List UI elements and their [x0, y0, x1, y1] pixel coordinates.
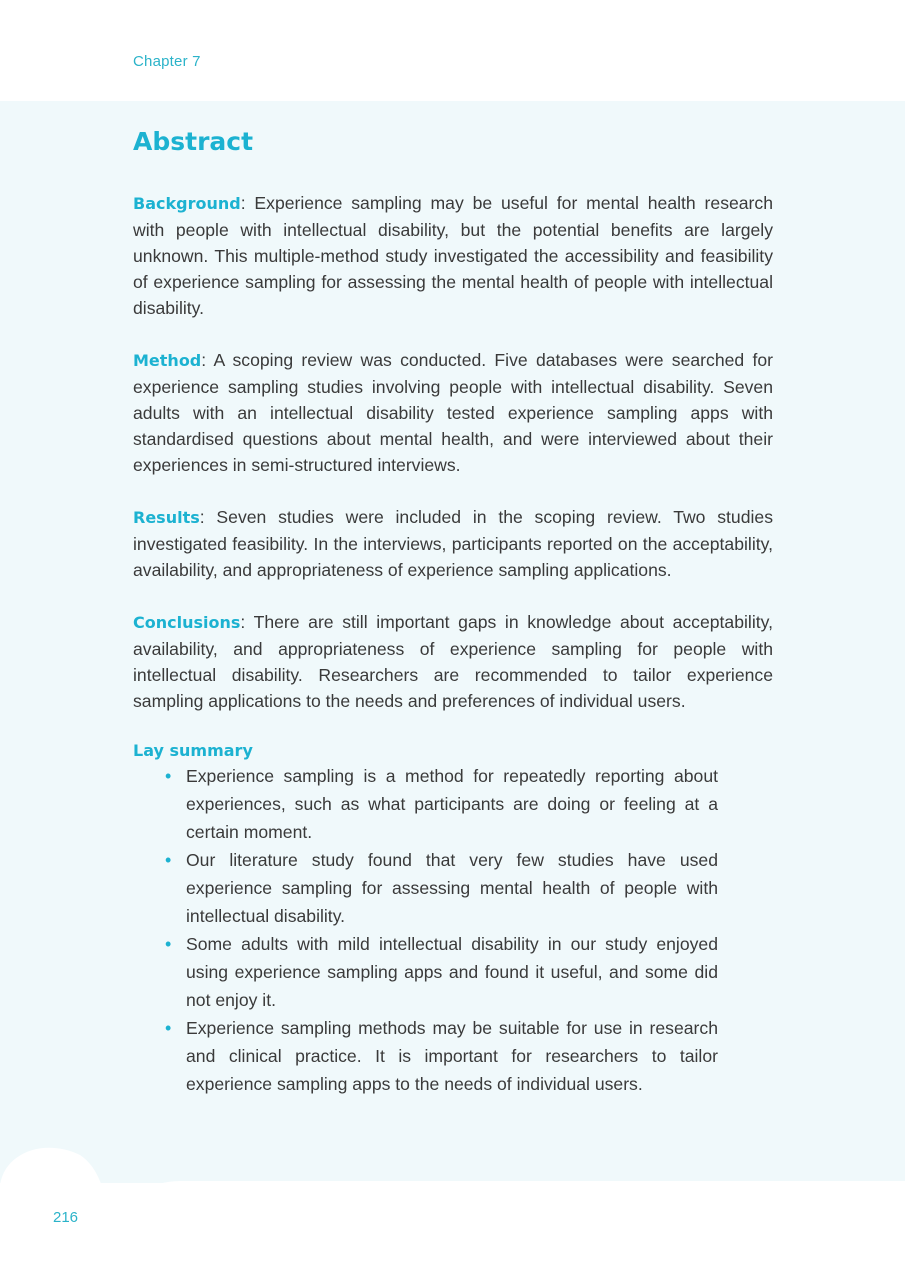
method-section — [133, 347, 773, 478]
list-item-text: Some adults with mild intellectual disability in our study enjoyed using experience sampling apps and found it useful, and some did not enjoy it. — [186, 934, 718, 1010]
list-item — [165, 846, 718, 930]
conclusions-text: : There are still important gaps in knowledge about acceptability, availability, and appropriateness of experience sampling for people with intellectual disability. Researchers are recommended to tailor experience sampling applications to the needs and preferences of individual users. — [133, 612, 773, 711]
abstract-content — [133, 124, 773, 1098]
list-item — [165, 1014, 718, 1098]
list-item-text: Our literature study found that very few studies have used experience sampling for assessing mental health of people with intellectual disability. — [186, 850, 718, 926]
bullet-icon: • — [165, 766, 172, 786]
bullet-icon: • — [165, 850, 172, 870]
results-section — [133, 504, 773, 583]
background-label: Background — [133, 194, 241, 213]
chapter-label: Chapter 7 — [133, 53, 201, 70]
list-item-text: Experience sampling is a method for repeatedly reporting about experiences, such as what participants are doing or feeling at a certain moment. — [186, 766, 718, 842]
lay-summary-list — [133, 762, 718, 1098]
list-item — [165, 762, 718, 846]
list-item — [165, 930, 718, 1014]
bullet-icon: • — [165, 934, 172, 954]
lay-summary-title: Lay summary — [133, 741, 253, 760]
background-section — [133, 190, 773, 321]
background-text: : Experience sampling may be useful for mental health research with people with intellectual disability, but the potential benefits are largely unknown. This multiple-method study investigated the accessibility and feasibility of experience sampling for assessing the mental health of people with intellectual disability. — [133, 193, 773, 318]
abstract-title: Abstract — [133, 127, 254, 156]
method-text: : A scoping review was conducted. Five databases were searched for experience sampling studies involving people with intellectual disability. Seven adults with an intellectual disability tested experience sampling apps with standardised questions about mental health, and were interviewed about their experiences in semi-structured interviews. — [133, 350, 773, 475]
conclusions-section — [133, 609, 773, 714]
list-item-text: Experience sampling methods may be suitable for use in research and clinical practice. It is important for researchers to tailor experience sampling apps to the needs of individual users. — [186, 1018, 718, 1094]
conclusions-label: Conclusions — [133, 613, 241, 632]
bullet-icon: • — [165, 1018, 172, 1038]
page-number: 216 — [53, 1209, 79, 1226]
results-label: Results — [133, 508, 200, 527]
method-label: Method — [133, 351, 202, 370]
results-text: : Seven studies were included in the scoping review. Two studies investigated feasibility. In the interviews, participants reported on the acceptability, availability, and appropriateness of experience sampling applications. — [133, 507, 773, 580]
